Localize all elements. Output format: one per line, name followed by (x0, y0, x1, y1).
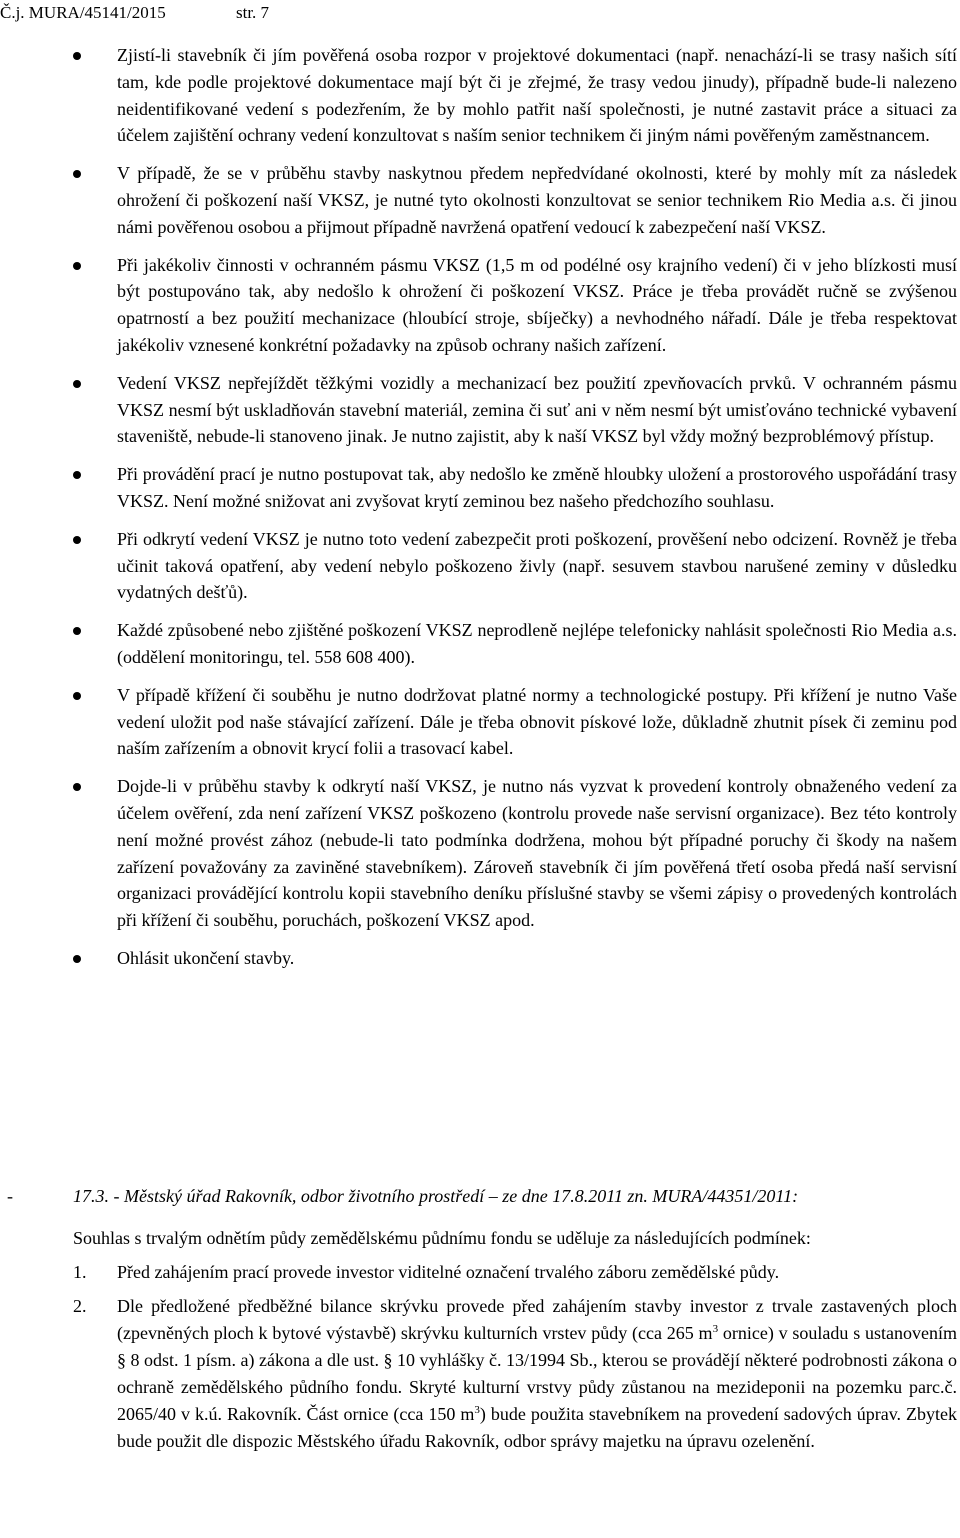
bullet-icon (73, 170, 81, 178)
list-item-text: V případě, že se v průběhu stavby naskytnou předem nepředvídané okolnosti, které by mohly mít za následek ohrožení či poškození naší VKSZ, je nutné tyto okolnosti konzultovat se senior technikem Rio Media a.s. či jinou námi pověřenou osobou a přijmout případně navržená opatření vedoucí k zabezpečení naší VKSZ. (117, 163, 957, 237)
bullet-icon (73, 380, 81, 388)
bullet-icon (73, 262, 81, 270)
list-item (0, 773, 957, 934)
list-item-text: Dojde-li v průběhu stavby k odkrytí naší VKSZ, je nutno nás vyzvat k provedení kontroly obnaženého vedení za účelem ověření, zda není zařízení VKSZ poškozeno (kontrolu provede naše servisní organizace). Bez této kontroly není možné provést zához (nebude-li tato podmínka dodržena, mohou být případné poruchy či škody na našem zařízení považovány za zaviněné stavebníkem). Zároveň stavebník či jím pověřená třetí osoba předá naší servisní organizaci provádějící kontrolu kopii stavebního deníku příslušné stavby se všemi zápisy o provedených kontrolách při křížení či souběhu, poruchách, poškození VKSZ apod. (117, 776, 957, 931)
superscript: 3 (474, 1404, 480, 1416)
numbered-item (0, 1293, 957, 1455)
item-text-part-b: ornice) v souladu s ustanovením § 8 odst. 1 písm. a) zákona a dle ust. § 10 vyhlášky č. 13/1994 Sb., kterou se provádějí některé podrobnosti zákona o ochraně zemědělského půdního fondu. Skryté kulturní vrstvy půdy zůstanou na mezideponii na pozemku parc.č. 2065/40 v k.ú. Rakovník. Část ornice (cca 150 m (117, 1323, 957, 1424)
list-item (0, 617, 957, 671)
bullet-icon (73, 955, 81, 963)
list-item-text: Při odkrytí vedení VKSZ je nutno toto vedení zabezpečit proti poškození, prověšení nebo odcizení. Rovněž je třeba učinit taková opatření, aby vedení nebylo poškozeno živly (např. sesuvem stavbou narušené zeminy v důsledku vydatných dešťů). (117, 528, 957, 603)
section-heading-text: 17.3. - Městský úřad Rakovník, odbor životního prostředí – ze dne 17.8.2011 zn. MURA/44351/2011: (73, 1186, 799, 1206)
item-text-part-a: Dle předložené předběžné bilance skrývku provede před zahájením stavby investor z trvale zastavených ploch (zpevněných ploch k bytové výstavbě) skrývku kulturních vrstev půdy (cca 265 m (117, 1296, 957, 1343)
document-reference: Č.j. MURA/45141/2015 (0, 3, 166, 22)
list-item-text: Ohlásit ukončení stavby. (117, 947, 295, 968)
item-number: 2. (73, 1296, 87, 1316)
numbered-item (0, 1259, 957, 1286)
list-item-text: Každé způsobené nebo zjištěné poškození VKSZ neprodleně nejlépe telefonicky nahlásit společnosti Rio Media a.s. (oddělení monitoringu, tel. 558 608 400). (117, 620, 957, 667)
bullet-icon (73, 692, 81, 700)
list-item-text: Při provádění prací je nutno postupovat tak, aby nedošlo ke změně hloubky uložení a prostorového uspořádání trasy VKSZ. Není možné snižovat ani zvyšovat krytí zeminou bez našeho předchozího souhlasu. (117, 464, 957, 511)
list-item (0, 461, 957, 515)
page-header (0, 3, 270, 23)
item-number: 1. (73, 1262, 87, 1282)
section-17-3 (0, 1183, 960, 1455)
list-item (0, 370, 957, 450)
list-item-text: V případě křížení či souběhu je nutno dodržovat platné normy a technologické postupy. Při křížení je nutno Vaše vedení uložit pod naše stávající zařízení. Dále je třeba obnovit pískové lože, důkladně zhutnit písek či zeminu pod naším zařízením a obnovit krycí folii a trasovací kabel. (117, 684, 957, 759)
conditions-bullet-list (0, 42, 960, 983)
section-dash: - (7, 1186, 13, 1206)
list-item-text: Zjistí-li stavebník či jím pověřená osoba rozpor v projektové dokumentaci (např. nenachází-li se trasy našich sítí tam, kde podle projektové dokumentace mají být či je zřejmé, že trasy vedou jinudy), případně bude-li nalezeno neidentifikované vedení s podezřením, že by mohlo patřit naší společnosti, je nutné zastavit práce a situaci za účelem zajištění ochrany vedení konzultovat s naším senior technikem či jiným námi pověřeným zaměstnancem. (117, 45, 957, 146)
list-item (0, 945, 957, 972)
numbered-conditions (0, 1259, 960, 1455)
bullet-icon (73, 52, 81, 60)
bullet-icon (73, 783, 81, 791)
list-item (0, 526, 957, 606)
list-item (0, 160, 957, 240)
superscript: 3 (712, 1323, 719, 1335)
bullet-icon (73, 536, 81, 544)
list-item-text: Při jakékoliv činnosti v ochranném pásmu VKSZ (1,5 m od podélné osy krajního vedení) či v jeho blízkosti musí být postupováno tak, aby nedošlo k ohrožení či poškození VKSZ. Práce je třeba provádět ručně se zvýšenou opatrností a bez použití mechanizace (hloubící stroje, sbíječky) a nevhodného nářadí. Dále je třeba respektovat jakékoliv vznesené konkrétní požadavky na způsob ochrany našich zařízení. (117, 254, 957, 355)
section-heading (0, 1183, 960, 1210)
list-item-text: Vedení VKSZ nepřejíždět těžkými vozidly a mechanizací bez použití zpevňovacích prvků. V ochranném pásmu VKSZ nesmí být uskladňován stavební materiál, zemina či suť ani v něm nesmí být umisťováno technické vybavení staveniště, nebude-li stanoveno jinak. Je nutno zajistit, aby k naší VKSZ byl vždy možný bezproblémový přístup. (117, 372, 957, 447)
bullet-icon (73, 471, 81, 479)
list-item (0, 252, 957, 359)
page-number: str. 7 (236, 3, 270, 22)
item-text: Před zahájením prací provede investor viditelné označení trvalého záboru zemědělské půdy. (117, 1262, 780, 1282)
bullet-icon (73, 627, 81, 635)
list-item (0, 682, 957, 762)
list-item (0, 42, 957, 149)
section-intro: Souhlas s trvalým odnětím půdy zemědělskému půdnímu fondu se uděluje za následujících podmínek: (73, 1228, 811, 1248)
item-text-part-c: ) bude použita stavebníkem na provedení sadových úprav. Zbytek bude použit dle dispozic Městského úřadu Rakovník, odbor správy majetku na úpravu ozelenění. (117, 1404, 957, 1451)
